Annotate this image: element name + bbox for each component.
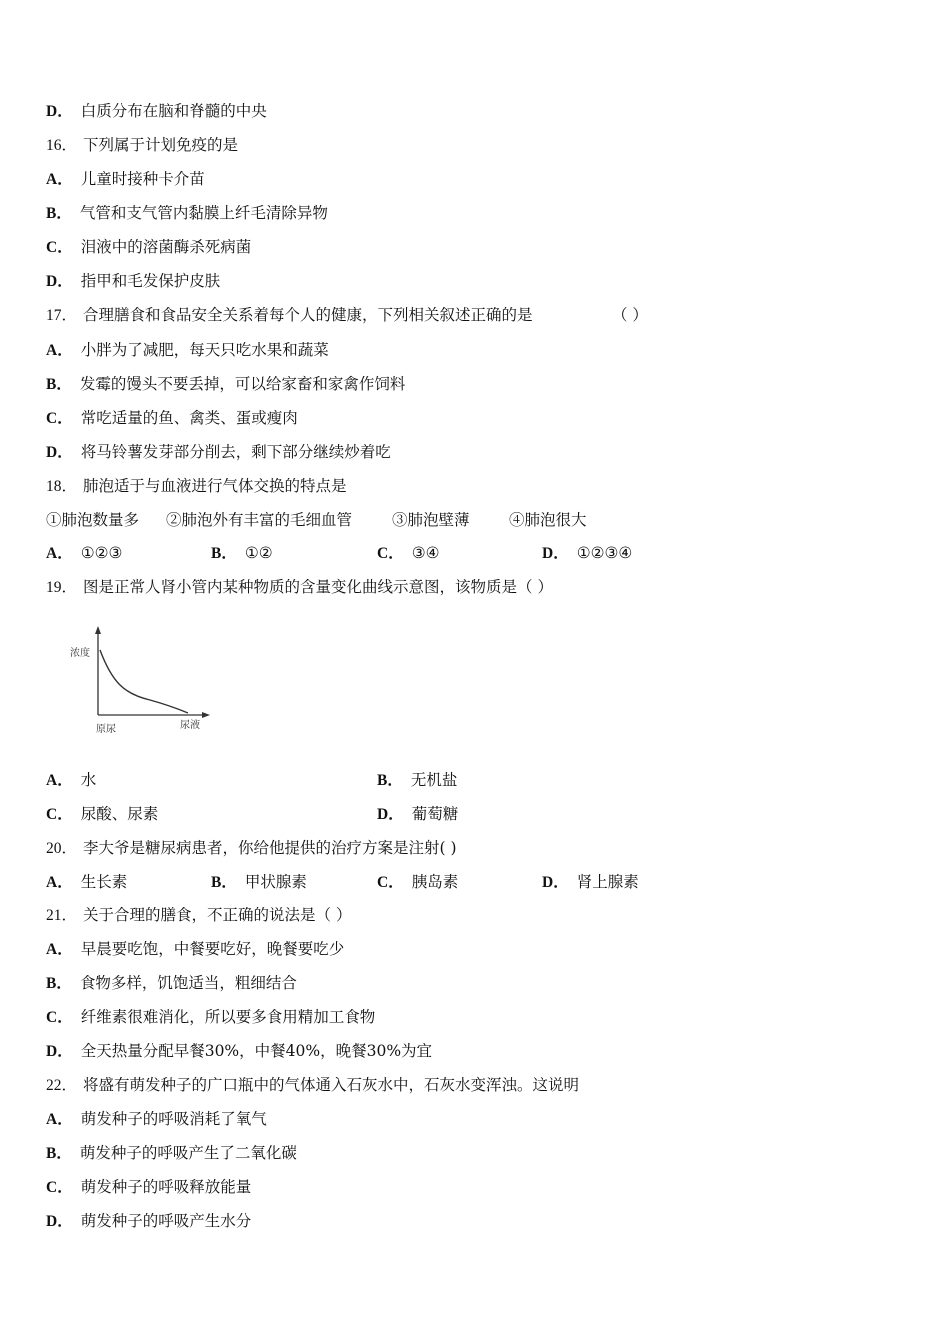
- q17-option-b: [46, 374, 405, 395]
- q18-option-a: [46, 543, 122, 564]
- option-text: 指甲和毛发保护皮肤: [80, 272, 221, 290]
- option-text: 甲状腺素: [244, 873, 307, 891]
- q22-option-c: [46, 1177, 251, 1198]
- q19-option-d: [377, 804, 458, 825]
- q15-option-d: [46, 101, 267, 122]
- y-axis-label: 浓度: [70, 648, 90, 659]
- q17-option-a: [46, 340, 329, 361]
- option-label: D．: [542, 874, 569, 891]
- q19-option-c: [46, 804, 158, 825]
- option-label: C．: [46, 239, 73, 256]
- q17-answer-paren: （ ）: [612, 306, 648, 324]
- option-text: ③④: [411, 544, 440, 562]
- option-label: B．: [46, 205, 72, 222]
- option-text: 无机盐: [410, 771, 458, 789]
- q21-option-a: [46, 939, 344, 960]
- option-label: C．: [46, 806, 73, 823]
- q18-stem: [46, 476, 347, 497]
- q22-stem: [46, 1075, 579, 1096]
- question-text: 关于合理的膳食，不正确的说法是（ ）: [83, 906, 352, 924]
- option-label: D．: [46, 273, 73, 290]
- question-text: 肺泡适于与血液进行气体交换的特点是: [83, 477, 347, 495]
- option-text: ①②③④: [576, 544, 633, 562]
- x-axis-end-label: 尿液: [180, 720, 200, 731]
- q21-option-c: [46, 1007, 375, 1028]
- option-text: ①②③: [80, 544, 123, 562]
- option-label: C．: [46, 1009, 73, 1026]
- option-label: A．: [46, 772, 73, 789]
- option-text: 生长素: [80, 873, 128, 891]
- option-text: 发霉的馒头不要丢掉，可以给家畜和家禽作饲料: [79, 375, 406, 393]
- option-label: D．: [542, 545, 569, 562]
- question-number: 21．: [46, 907, 78, 924]
- option-text: 儿童时接种卡介苗: [80, 170, 205, 188]
- option-text: 胰岛素: [411, 873, 459, 891]
- option-label: A．: [46, 342, 73, 359]
- q17-option-c: [46, 408, 298, 429]
- option-text: 萌发种子的呼吸产生水分: [80, 1212, 252, 1230]
- q18-item-1: ①肺泡数量多: [46, 511, 140, 529]
- option-text: 气管和支气管内黏膜上纤毛清除异物: [79, 204, 328, 222]
- option-label: C．: [46, 1179, 73, 1196]
- q21-option-d: [46, 1041, 432, 1062]
- option-label: A．: [46, 941, 73, 958]
- q16-option-d: [46, 271, 220, 292]
- option-label: D．: [46, 1213, 73, 1230]
- option-label: A．: [46, 1111, 73, 1128]
- question-text: 图是正常人肾小管内某种物质的含量变化曲线示意图，该物质是（ ）: [83, 578, 553, 596]
- q17-option-d: [46, 442, 391, 463]
- option-text: ①②: [244, 544, 273, 562]
- question-number: 22．: [46, 1077, 78, 1094]
- q20-stem: [46, 838, 457, 859]
- option-label: B．: [46, 376, 72, 393]
- q18-item-4: ④肺泡很大: [509, 511, 587, 529]
- q16-option-c: [46, 237, 251, 258]
- question-text: 李大爷是糖尿病患者，你给他提供的治疗方案是注射( ): [83, 839, 457, 857]
- q22-option-d: [46, 1211, 251, 1232]
- q18-item-2: ②肺泡外有丰富的毛细血管: [166, 511, 353, 529]
- option-label: C．: [377, 874, 404, 891]
- option-label: C．: [377, 545, 404, 562]
- q19-stem: [46, 577, 553, 598]
- option-label: B．: [211, 874, 237, 891]
- option-label: D．: [46, 103, 73, 120]
- option-text: 纤维素很难消化，所以要多食用精加工食物: [80, 1008, 376, 1026]
- q16-stem: [46, 135, 238, 156]
- question-number: 18．: [46, 478, 78, 495]
- option-text: 尿酸、尿素: [80, 805, 159, 823]
- q21-stem: [46, 905, 351, 926]
- q18-item-3: ③肺泡壁薄: [392, 511, 470, 529]
- q16-option-b: [46, 203, 328, 224]
- q20-option-d: [542, 872, 639, 893]
- option-text: 泪液中的溶菌酶杀死病菌: [80, 238, 252, 256]
- option-label: D．: [46, 444, 73, 461]
- option-label: B．: [377, 772, 403, 789]
- q17-stem: [46, 305, 533, 326]
- option-text: 水: [80, 771, 97, 789]
- q20-option-c: [377, 872, 458, 893]
- option-text: 全天热量分配早餐30%，中餐40%，晚餐30%为宜: [80, 1042, 433, 1060]
- concentration-curve: [100, 650, 188, 713]
- option-label: A．: [46, 171, 73, 188]
- q18-option-b: [211, 543, 273, 564]
- option-text: 白质分布在脑和脊髓的中央: [80, 102, 267, 120]
- option-text: 常吃适量的鱼、禽类、蛋或瘦肉: [80, 409, 298, 427]
- option-text: 萌发种子的呼吸释放能量: [80, 1178, 252, 1196]
- option-label: B．: [46, 1145, 72, 1162]
- question-number: 17．: [46, 307, 78, 324]
- q22-option-b: [46, 1143, 297, 1164]
- q20-option-b: [211, 872, 307, 893]
- x-axis-start-label: 原尿: [96, 724, 116, 735]
- question-number: 16．: [46, 137, 78, 154]
- option-label: A．: [46, 874, 73, 891]
- option-label: B．: [211, 545, 237, 562]
- q19-option-b: [377, 770, 457, 791]
- option-text: 食物多样，饥饱适当，粗细结合: [79, 974, 297, 992]
- option-text: 萌发种子的呼吸消耗了氧气: [80, 1110, 267, 1128]
- q21-option-b: [46, 973, 297, 994]
- option-text: 早晨要吃饱，中餐要吃好，晚餐要吃少: [80, 940, 345, 958]
- question-text: 合理膳食和食品安全关系着每个人的健康，下列相关叙述正确的是: [83, 306, 533, 324]
- option-text: 葡萄糖: [411, 805, 459, 823]
- q20-option-a: [46, 872, 127, 893]
- question-number: 20．: [46, 840, 78, 857]
- option-label: D．: [377, 806, 404, 823]
- option-text: 肾上腺素: [576, 873, 639, 891]
- option-text: 萌发种子的呼吸产生了二氧化碳: [79, 1144, 297, 1162]
- question-number: 19．: [46, 579, 78, 596]
- option-label: B．: [46, 975, 72, 992]
- option-text: 小胖为了减肥，每天只吃水果和蔬菜: [80, 341, 329, 359]
- question-text: 下列属于计划免疫的是: [83, 136, 239, 154]
- x-axis-arrow: [202, 712, 210, 718]
- option-text: 将马铃薯发芽部分削去，剩下部分继续炒着吃: [80, 443, 391, 461]
- concentration-curve-figure: [60, 620, 230, 740]
- q18-option-c: [377, 543, 440, 564]
- option-label: C．: [46, 410, 73, 427]
- q18-option-d: [542, 543, 632, 564]
- q16-option-a: [46, 169, 205, 190]
- q19-option-a: [46, 770, 96, 791]
- option-label: A．: [46, 545, 73, 562]
- question-text: 将盛有萌发种子的广口瓶中的气体通入石灰水中，石灰水变浑浊。这说明: [83, 1076, 580, 1094]
- option-label: D．: [46, 1043, 73, 1060]
- q22-option-a: [46, 1109, 267, 1130]
- y-axis-arrow: [95, 626, 101, 634]
